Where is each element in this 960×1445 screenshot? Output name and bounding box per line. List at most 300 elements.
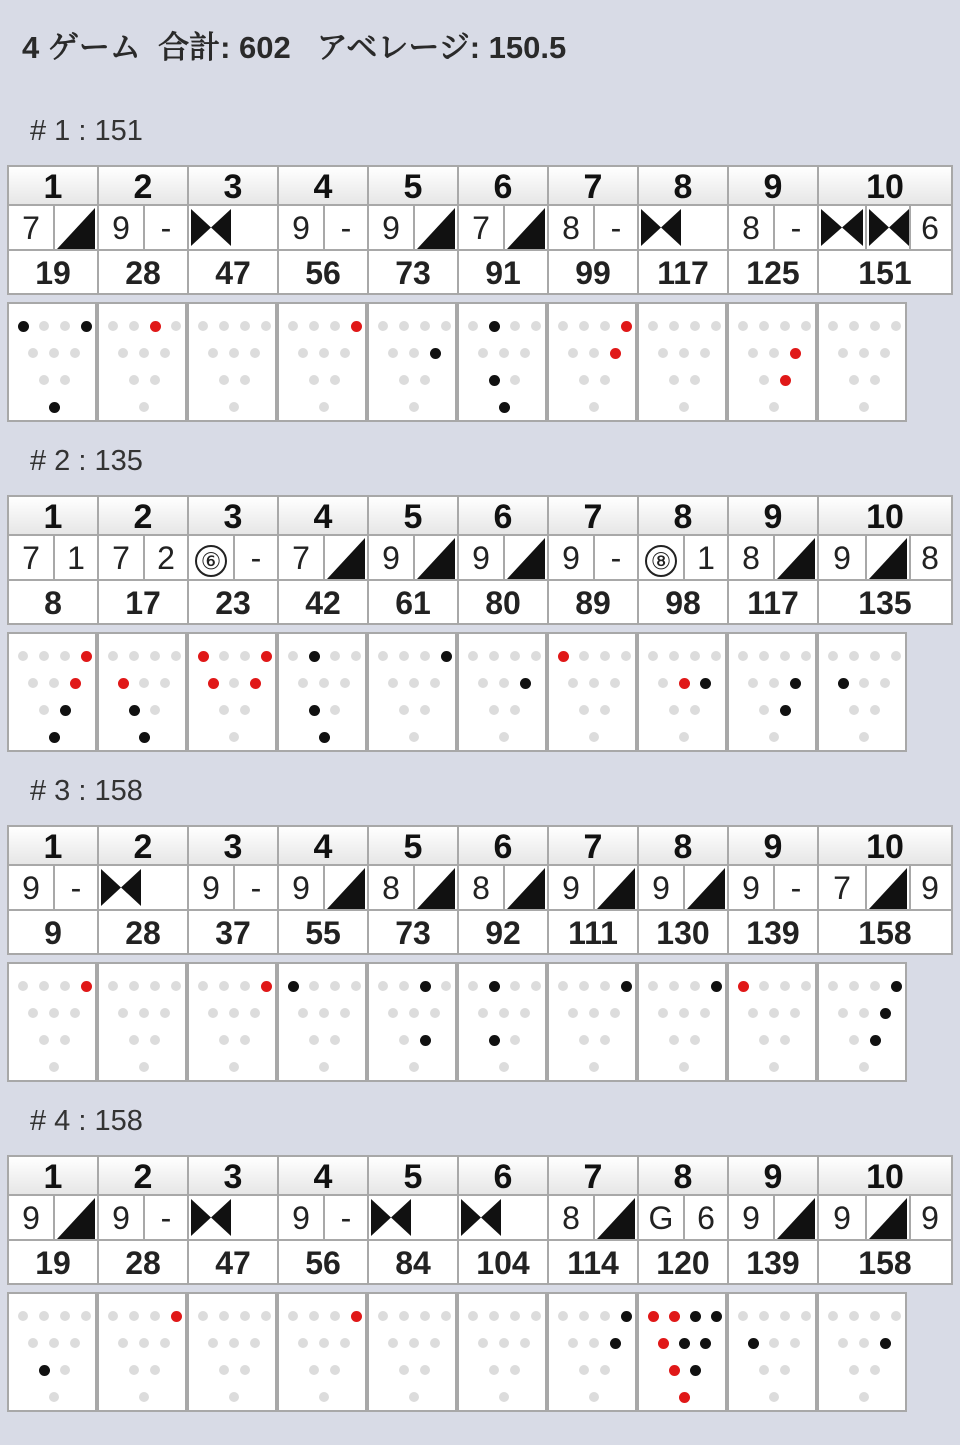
pin-9 bbox=[510, 321, 520, 331]
roll-value: 9 bbox=[652, 870, 670, 906]
frame-number: 4 bbox=[279, 1157, 367, 1196]
roll-value: - bbox=[340, 1200, 352, 1236]
frame bbox=[549, 1157, 639, 1283]
pin-2 bbox=[849, 705, 859, 715]
pin-3 bbox=[420, 1365, 430, 1375]
frame-total: 61 bbox=[395, 585, 431, 621]
split-roll: ⑥ bbox=[195, 545, 227, 577]
pin-1 bbox=[139, 1392, 149, 1402]
pin-8 bbox=[849, 321, 859, 331]
pin-diagram bbox=[727, 962, 817, 1082]
roll-cell bbox=[819, 1196, 865, 1239]
pin-diagram bbox=[7, 302, 97, 422]
frame-total: 98 bbox=[665, 585, 701, 621]
frame-number: 5 bbox=[369, 827, 457, 866]
pin-8 bbox=[309, 981, 319, 991]
roll-value: 2 bbox=[157, 540, 175, 576]
pin-5 bbox=[229, 678, 239, 688]
score-table bbox=[7, 825, 953, 955]
pin-9 bbox=[330, 981, 340, 991]
roll-cell bbox=[323, 866, 367, 909]
pin-7 bbox=[108, 981, 118, 991]
pin-2 bbox=[219, 705, 229, 715]
pin-10 bbox=[621, 1311, 632, 1322]
roll-value: 9 bbox=[112, 1200, 130, 1236]
pin-4 bbox=[748, 1338, 759, 1349]
frame-number: 2 bbox=[99, 1157, 187, 1196]
pin-4 bbox=[298, 1008, 308, 1018]
pin-diagram bbox=[187, 1292, 277, 1412]
frame-total: 89 bbox=[575, 585, 611, 621]
pin-5 bbox=[859, 1008, 869, 1018]
roll-value: 9 bbox=[921, 1200, 939, 1236]
roll-cell bbox=[9, 536, 53, 579]
pin-9 bbox=[780, 1311, 790, 1321]
pin-diagram bbox=[7, 632, 97, 752]
pin-3 bbox=[60, 1035, 70, 1045]
pin-diagram bbox=[637, 962, 727, 1082]
pin-1 bbox=[499, 1062, 509, 1072]
pin-5 bbox=[499, 348, 509, 358]
pin-3 bbox=[150, 375, 160, 385]
pin-9 bbox=[600, 651, 610, 661]
pin-9 bbox=[420, 1311, 430, 1321]
frame bbox=[369, 1157, 459, 1283]
roll-cell bbox=[459, 536, 503, 579]
pin-3 bbox=[240, 375, 250, 385]
roll-cell bbox=[413, 1196, 457, 1239]
roll-value: G bbox=[648, 1200, 674, 1236]
frame-total: 158 bbox=[858, 915, 912, 951]
pin-diagram bbox=[367, 962, 457, 1082]
pin-diagram bbox=[547, 302, 637, 422]
pin-9 bbox=[780, 321, 790, 331]
frame-total: 37 bbox=[215, 915, 251, 951]
pin-diagram bbox=[817, 632, 907, 752]
frame bbox=[729, 1157, 819, 1283]
strike-mark bbox=[369, 1196, 413, 1239]
pin-2 bbox=[39, 1035, 49, 1045]
roll-value: 9 bbox=[22, 870, 40, 906]
pin-diagram bbox=[367, 1292, 457, 1412]
pin-7 bbox=[108, 1311, 118, 1321]
roll-value: 9 bbox=[562, 540, 580, 576]
pin-10 bbox=[171, 981, 181, 991]
roll-cell bbox=[189, 866, 233, 909]
pin-10 bbox=[531, 981, 541, 991]
pin-5 bbox=[319, 678, 329, 688]
spare-mark bbox=[505, 206, 547, 249]
pin-5 bbox=[589, 1008, 599, 1018]
pin-diagram bbox=[547, 962, 637, 1082]
pin-3 bbox=[60, 705, 71, 716]
spare-mark bbox=[55, 206, 97, 249]
spare-mark bbox=[595, 1196, 637, 1239]
frame-total: 80 bbox=[485, 585, 521, 621]
spare-mark bbox=[505, 866, 547, 909]
pin-8 bbox=[579, 651, 589, 661]
strike-mark bbox=[639, 206, 683, 249]
pin-5 bbox=[769, 1008, 779, 1018]
pin-4 bbox=[658, 1008, 668, 1018]
roll-cell bbox=[683, 866, 727, 909]
pin-3 bbox=[330, 375, 340, 385]
pin-10 bbox=[351, 1311, 362, 1322]
pin-4 bbox=[208, 348, 218, 358]
pin-9 bbox=[690, 651, 700, 661]
pin-6 bbox=[880, 1008, 891, 1019]
pin-3 bbox=[150, 1365, 160, 1375]
frame-rolls bbox=[549, 1196, 637, 1241]
pin-6 bbox=[70, 678, 81, 689]
frame bbox=[729, 167, 819, 293]
pin-10 bbox=[531, 321, 541, 331]
roll-cell bbox=[639, 1196, 683, 1239]
frame-total: 120 bbox=[656, 1245, 710, 1281]
pin-1 bbox=[229, 402, 239, 412]
pin-7 bbox=[648, 321, 658, 331]
frame-rolls bbox=[279, 536, 367, 581]
pin-1 bbox=[769, 1392, 779, 1402]
pin-4 bbox=[568, 348, 578, 358]
frame-number: 4 bbox=[279, 167, 367, 206]
roll-cell bbox=[53, 536, 97, 579]
roll-cell bbox=[549, 536, 593, 579]
pin-4 bbox=[748, 348, 758, 358]
pin-4 bbox=[118, 678, 129, 689]
roll-cell bbox=[413, 206, 457, 249]
pin-9 bbox=[420, 651, 430, 661]
pin-4 bbox=[28, 1338, 38, 1348]
pin-2 bbox=[759, 375, 769, 385]
pin-6 bbox=[250, 678, 261, 689]
frame bbox=[459, 167, 549, 293]
roll-cell bbox=[729, 536, 773, 579]
pin-7 bbox=[18, 321, 29, 332]
pin-10 bbox=[891, 1311, 901, 1321]
frame bbox=[819, 167, 951, 293]
pin-2 bbox=[219, 1035, 229, 1045]
pin-diagram bbox=[187, 962, 277, 1082]
pin-7 bbox=[108, 321, 118, 331]
frame-number: 5 bbox=[369, 167, 457, 206]
pin-7 bbox=[198, 981, 208, 991]
frame bbox=[9, 497, 99, 623]
roll-value: 9 bbox=[112, 210, 130, 246]
pin-3 bbox=[780, 375, 791, 386]
roll-value: - bbox=[160, 210, 172, 246]
pin-3 bbox=[690, 375, 700, 385]
roll-cell bbox=[143, 206, 187, 249]
frame-number: 3 bbox=[189, 827, 277, 866]
roll-value: 9 bbox=[562, 870, 580, 906]
frame-rolls bbox=[549, 206, 637, 251]
roll-value: 8 bbox=[562, 1200, 580, 1236]
pin-5 bbox=[139, 348, 149, 358]
pin-6 bbox=[700, 1008, 710, 1018]
roll-value: 8 bbox=[742, 540, 760, 576]
roll-cell bbox=[189, 536, 233, 579]
roll-value: - bbox=[610, 540, 622, 576]
pin-6 bbox=[880, 348, 890, 358]
frame-total: 139 bbox=[746, 1245, 800, 1281]
spare-mark bbox=[775, 536, 817, 579]
roll-cell bbox=[909, 866, 949, 909]
frame-rolls bbox=[99, 866, 187, 911]
roll-cell bbox=[369, 866, 413, 909]
roll-cell bbox=[909, 206, 949, 249]
roll-value: 7 bbox=[833, 870, 851, 906]
pin-10 bbox=[801, 321, 811, 331]
pin-6 bbox=[70, 1338, 80, 1348]
pin-5 bbox=[769, 348, 779, 358]
roll-cell bbox=[683, 1196, 727, 1239]
roll-value: - bbox=[610, 210, 622, 246]
pin-1 bbox=[859, 402, 869, 412]
frame-rolls bbox=[819, 206, 951, 251]
pin-10 bbox=[801, 651, 811, 661]
frame-rolls bbox=[9, 866, 97, 911]
pin-3 bbox=[870, 705, 880, 715]
frame-rolls bbox=[729, 206, 817, 251]
pin-2 bbox=[579, 1365, 589, 1375]
frame-rolls bbox=[819, 536, 951, 581]
pin-diagram bbox=[187, 632, 277, 752]
pin-7 bbox=[288, 981, 299, 992]
pin-5 bbox=[49, 678, 59, 688]
pin-1 bbox=[679, 402, 689, 412]
pin-6 bbox=[880, 1338, 891, 1349]
pin-3 bbox=[600, 375, 610, 385]
pin-8 bbox=[489, 651, 499, 661]
frame-total: 42 bbox=[305, 585, 341, 621]
pin-3 bbox=[150, 705, 160, 715]
spare-mark bbox=[867, 536, 909, 579]
frame-total: 117 bbox=[657, 255, 709, 291]
pin-7 bbox=[558, 981, 568, 991]
pin-8 bbox=[489, 981, 500, 992]
pin-3 bbox=[330, 705, 340, 715]
roll-cell bbox=[909, 1196, 949, 1239]
pin-6 bbox=[160, 348, 170, 358]
pin-10 bbox=[171, 651, 181, 661]
pin-3 bbox=[510, 375, 520, 385]
pin-diagram bbox=[637, 1292, 727, 1412]
pin-6 bbox=[160, 1338, 170, 1348]
frame-number: 9 bbox=[729, 1157, 817, 1196]
frame bbox=[639, 1157, 729, 1283]
pin-4 bbox=[28, 1008, 38, 1018]
pin-2 bbox=[129, 1365, 139, 1375]
frame-number: 2 bbox=[99, 827, 187, 866]
pin-2 bbox=[669, 1365, 680, 1376]
frame-rolls bbox=[99, 1196, 187, 1241]
pin-10 bbox=[891, 981, 902, 992]
pin-7 bbox=[738, 1311, 748, 1321]
pin-10 bbox=[891, 321, 901, 331]
pin-3 bbox=[870, 375, 880, 385]
frame-number: 6 bbox=[459, 827, 547, 866]
pin-5 bbox=[319, 1338, 329, 1348]
frame-rolls bbox=[369, 536, 457, 581]
pin-diagram bbox=[277, 1292, 367, 1412]
pin-diagram bbox=[817, 302, 907, 422]
spare-mark bbox=[867, 1196, 909, 1239]
pin-10 bbox=[351, 651, 361, 661]
pin-2 bbox=[579, 705, 589, 715]
roll-cell bbox=[53, 1196, 97, 1239]
frame bbox=[9, 827, 99, 953]
roll-value: 1 bbox=[67, 540, 85, 576]
roll-cell bbox=[279, 536, 323, 579]
pin-6 bbox=[700, 348, 710, 358]
pin-4 bbox=[478, 678, 488, 688]
pin-diagram bbox=[727, 1292, 817, 1412]
score-table bbox=[7, 1155, 953, 1285]
pin-5 bbox=[49, 1338, 59, 1348]
pin-diagram-row bbox=[7, 962, 909, 1082]
roll-cell bbox=[729, 1196, 773, 1239]
pin-7 bbox=[648, 651, 658, 661]
pin-1 bbox=[499, 402, 510, 413]
pin-7 bbox=[288, 1311, 298, 1321]
frame-rolls bbox=[279, 866, 367, 911]
pin-8 bbox=[309, 651, 320, 662]
spare-mark bbox=[55, 1196, 97, 1239]
pin-8 bbox=[759, 1311, 769, 1321]
pin-7 bbox=[378, 651, 388, 661]
roll-cell bbox=[865, 1196, 909, 1239]
spare-mark bbox=[595, 866, 637, 909]
pin-2 bbox=[759, 1365, 769, 1375]
pin-7 bbox=[648, 1311, 659, 1322]
frame-total: 17 bbox=[125, 585, 161, 621]
pin-6 bbox=[790, 1008, 800, 1018]
roll-cell bbox=[593, 536, 637, 579]
roll-cell bbox=[503, 206, 547, 249]
frame bbox=[279, 827, 369, 953]
pin-5 bbox=[499, 1008, 509, 1018]
pin-10 bbox=[81, 981, 92, 992]
frame-number: 7 bbox=[549, 167, 637, 206]
roll-cell bbox=[233, 866, 277, 909]
pin-9 bbox=[510, 1311, 520, 1321]
frame-rolls bbox=[459, 1196, 547, 1241]
pin-4 bbox=[838, 1338, 848, 1348]
pin-3 bbox=[510, 1035, 520, 1045]
pin-1 bbox=[139, 402, 149, 412]
frame-total: 135 bbox=[858, 585, 912, 621]
frame bbox=[189, 497, 279, 623]
frame-total: 19 bbox=[35, 255, 71, 291]
pin-9 bbox=[60, 651, 70, 661]
pin-1 bbox=[229, 1062, 239, 1072]
pin-10 bbox=[711, 651, 721, 661]
pin-8 bbox=[669, 981, 679, 991]
roll-cell bbox=[459, 866, 503, 909]
pin-5 bbox=[499, 678, 509, 688]
game-block bbox=[0, 115, 960, 435]
roll-cell bbox=[9, 1196, 53, 1239]
pin-4 bbox=[838, 348, 848, 358]
pin-1 bbox=[859, 1062, 869, 1072]
frame-number: 1 bbox=[9, 827, 97, 866]
pin-2 bbox=[399, 375, 409, 385]
pin-4 bbox=[298, 678, 308, 688]
pin-2 bbox=[39, 1365, 50, 1376]
pin-1 bbox=[409, 1062, 419, 1072]
pin-9 bbox=[870, 651, 880, 661]
pin-9 bbox=[690, 321, 700, 331]
pin-8 bbox=[219, 981, 229, 991]
pin-6 bbox=[340, 1338, 350, 1348]
frame-total: 92 bbox=[485, 915, 521, 951]
pin-5 bbox=[679, 348, 689, 358]
roll-cell bbox=[503, 1196, 547, 1239]
pin-4 bbox=[208, 1008, 218, 1018]
frame-rolls bbox=[189, 206, 277, 251]
pin-8 bbox=[129, 981, 139, 991]
pin-1 bbox=[499, 732, 509, 742]
pin-1 bbox=[49, 402, 60, 413]
pin-diagram-row bbox=[7, 302, 909, 422]
roll-cell bbox=[639, 206, 683, 249]
pin-1 bbox=[589, 402, 599, 412]
pin-diagram bbox=[7, 1292, 97, 1412]
roll-cell bbox=[459, 206, 503, 249]
roll-cell bbox=[143, 536, 187, 579]
pin-9 bbox=[330, 651, 340, 661]
pin-4 bbox=[298, 1338, 308, 1348]
pin-6 bbox=[340, 1008, 350, 1018]
pin-5 bbox=[319, 348, 329, 358]
game-title: # 4 : 158 bbox=[30, 1105, 143, 1137]
pin-3 bbox=[780, 1365, 790, 1375]
pin-3 bbox=[870, 1035, 881, 1046]
pin-8 bbox=[579, 1311, 589, 1321]
pin-4 bbox=[388, 348, 398, 358]
score-table bbox=[7, 495, 953, 625]
frame-number: 9 bbox=[729, 827, 817, 866]
pin-9 bbox=[780, 981, 790, 991]
frame-rolls bbox=[279, 206, 367, 251]
pin-9 bbox=[420, 321, 430, 331]
pin-10 bbox=[531, 1311, 541, 1321]
frame-number: 8 bbox=[639, 497, 727, 536]
pin-1 bbox=[49, 1062, 59, 1072]
pin-1 bbox=[499, 1392, 509, 1402]
roll-cell bbox=[143, 866, 187, 909]
roll-cell bbox=[99, 1196, 143, 1239]
roll-cell bbox=[233, 206, 277, 249]
roll-cell bbox=[413, 866, 457, 909]
frame-number: 10 bbox=[819, 1157, 951, 1196]
frame bbox=[279, 167, 369, 293]
roll-value: 9 bbox=[742, 1200, 760, 1236]
pin-6 bbox=[790, 1338, 800, 1348]
pin-7 bbox=[18, 1311, 28, 1321]
pin-10 bbox=[621, 321, 632, 332]
pin-10 bbox=[171, 321, 181, 331]
pin-10 bbox=[171, 1311, 182, 1322]
frame-number: 2 bbox=[99, 497, 187, 536]
pin-6 bbox=[430, 348, 441, 359]
pin-9 bbox=[780, 651, 790, 661]
pin-1 bbox=[589, 1392, 599, 1402]
score-table bbox=[7, 165, 953, 295]
pin-2 bbox=[849, 1035, 859, 1045]
roll-value: 8 bbox=[382, 870, 400, 906]
